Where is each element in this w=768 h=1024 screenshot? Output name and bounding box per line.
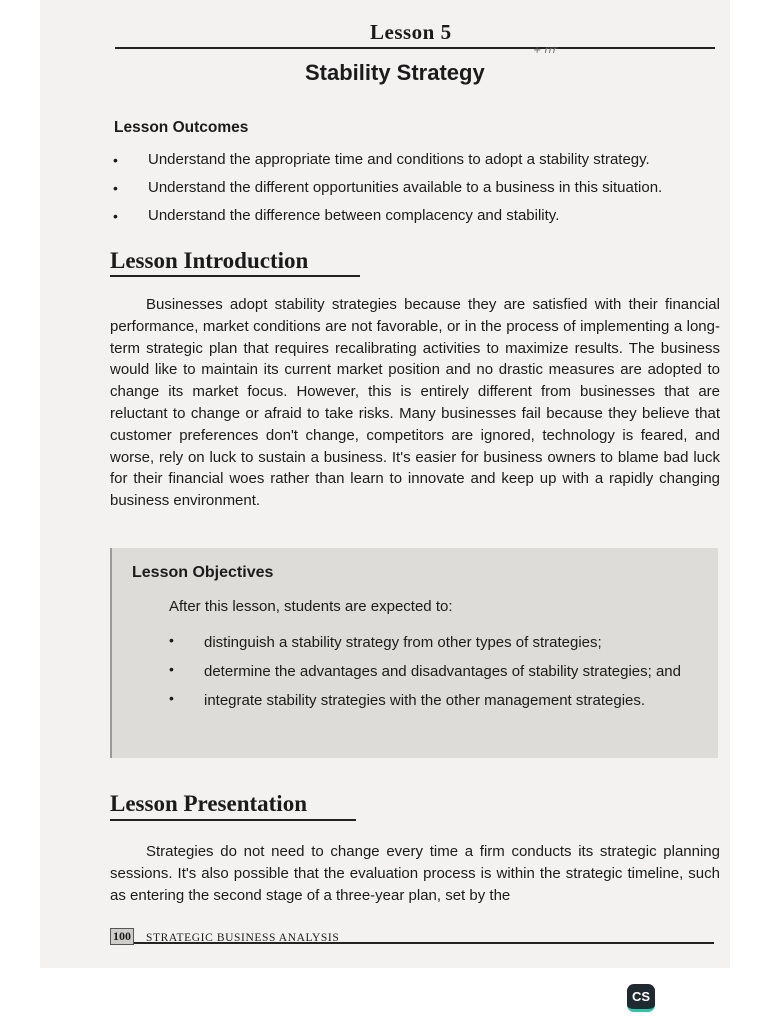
list-item (169, 632, 704, 654)
handwritten-annotation: + rrr (533, 45, 557, 56)
objectives-heading: Lesson Objectives (132, 564, 274, 581)
objectives-list (169, 632, 704, 719)
outcome-text: Understand the appropriate time and conditions to adopt a stability strategy. (148, 151, 650, 168)
bullet-icon: • (169, 661, 174, 677)
outcome-text: Understand the different opportunities available to a business in this situation. (148, 179, 663, 196)
header-rule (115, 47, 715, 49)
camscanner-logo-icon: CS (627, 984, 655, 1012)
bullet-icon: • (169, 632, 174, 648)
presentation-heading-underline (110, 819, 356, 821)
bullet-icon: • (169, 690, 174, 706)
outcome-text: Understand the difference between complacency and stability. (148, 207, 560, 224)
outcomes-list (113, 146, 663, 230)
objectives-box (110, 548, 718, 758)
list-item (169, 661, 704, 683)
list-item (113, 202, 662, 230)
bullet-icon: • (113, 180, 118, 196)
objectives-intro: After this lesson, students are expected to: (169, 598, 453, 615)
page-title: Stability Strategy (305, 60, 485, 85)
objective-text: distinguish a stability strategy from other types of strategies; (204, 634, 602, 651)
outcomes-heading: Lesson Outcomes (114, 119, 249, 136)
bullet-icon: • (113, 208, 118, 224)
introduction-paragraph: Businesses adopt stability strategies because they are satisfied with their financial performance, market conditions are not favorable, or in the process of implementing a long-term strategic plan that requires recalibrating activities to maximize results. The business would like to maintain its current market position and no drastic measures are adopted to change its market focus. However, this is entirely different from businesses that are reluctant to change or afraid to take risks. Many businesses fail because they believe that customer preferences don't change, competitors are ignored, technology is feared, and worse, rely on luck to sustain a business. It's easier for business owners to blame bad luck for their financial woes rather than learn to innovate and keep up with a rapidly changing business environment. (110, 296, 720, 510)
introduction-heading: Lesson Introduction (110, 248, 309, 273)
list-item (169, 690, 704, 712)
bullet-icon: • (113, 152, 118, 168)
objective-text: determine the advantages and disadvantages of stability strategies; and (204, 663, 681, 680)
lesson-number: Lesson 5 (370, 20, 452, 44)
introduction-heading-underline (110, 275, 360, 277)
list-item (113, 174, 663, 202)
page-number: 100 (110, 928, 134, 945)
presentation-paragraph: Strategies do not need to change every time a firm conducts its strategic planning sessions. It's also possible that the evaluation process is within the strategic timeline, such as entering the second stage of a three-year plan, set by the (110, 843, 720, 904)
book-title: STRATEGIC BUSINESS ANALYSIS (146, 932, 340, 944)
objective-text: integrate stability strategies with the other management strategies. (204, 692, 646, 709)
list-item (113, 146, 662, 174)
presentation-heading: Lesson Presentation (110, 791, 307, 816)
